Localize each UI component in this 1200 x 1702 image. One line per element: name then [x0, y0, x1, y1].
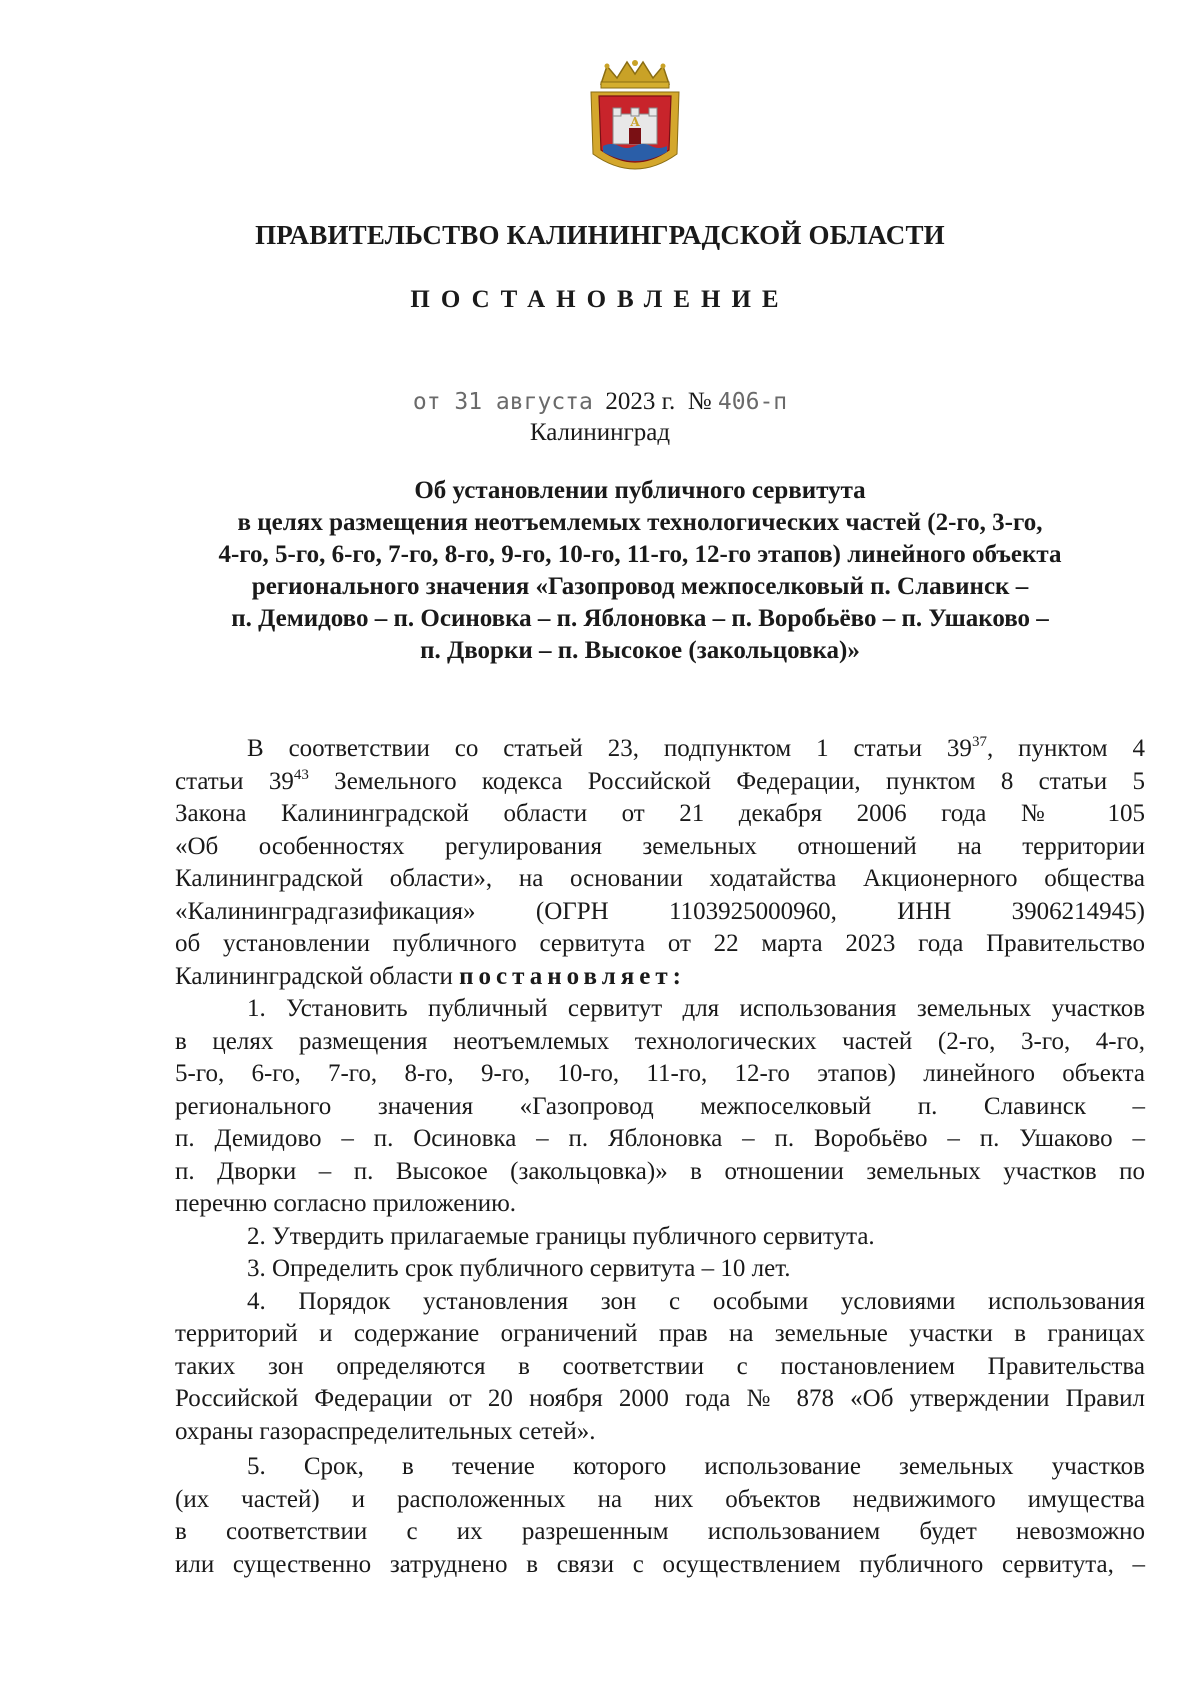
- preamble-line: об установлении публичного сервитута от 22 марта 2023 года Правительство: [175, 930, 1145, 957]
- date-number-line: [0, 388, 1200, 416]
- organization-name: ПРАВИТЕЛЬСТВО КАЛИНИНГРАДСКОЙ ОБЛАСТИ: [255, 220, 945, 250]
- preamble-line: [175, 961, 1145, 994]
- document-type: ПОСТАНОВЛЕНИЕ: [410, 286, 790, 313]
- item-line: 1. Установить публичный сервитут для использования земельных участков: [247, 995, 1145, 1022]
- item-line: территорий и содержание ограничений прав на земельные участки в границах: [175, 1320, 1145, 1347]
- item-line: 3. Определить срок публичного сервитута – 10 лет.: [247, 1255, 791, 1282]
- text-run: Калининградской области: [175, 962, 460, 990]
- item-line: 5-го, 6-го, 7-го, 8-го, 9-го, 10-го, 11-го, 12-го этапов) линейного объекта: [175, 1060, 1145, 1087]
- item-line: или существенно затруднено в связи с осуществлением публичного сервитута, –: [175, 1550, 1145, 1578]
- document-title: [150, 475, 1130, 667]
- item-line: охраны газораспределительных сетей».: [175, 1417, 596, 1445]
- item-line: (их частей) и расположенных на них объектов недвижимого имущества: [175, 1485, 1145, 1513]
- item-line: 4. Порядок установления зон с особыми условиями использования: [247, 1287, 1145, 1315]
- item-line: регионального значения «Газопровод межпоселковый п. Славинск –: [175, 1092, 1145, 1120]
- title-line: в целях размещения неотъемлемых технологических частей (2-го, 3-го,: [237, 509, 1043, 536]
- text-run: В соответствии со статьей 23, подпунктом 1 статьи 39: [247, 735, 972, 762]
- title-line: п. Дворки – п. Высокое (закольцовка)»: [420, 637, 860, 664]
- title-line: п. Демидово – п. Осиновка – п. Яблоновка – п. Воробьёво – п. Ушаково –: [231, 605, 1049, 632]
- item-line: в соответствии с их разрешенным использованием будет невозможно: [175, 1518, 1145, 1545]
- preamble-line: Закона Калининградской области от 21 декабря 2006 года № 105: [175, 800, 1145, 827]
- title-line: Об установлении публичного сервитута: [414, 477, 866, 504]
- document-number: 406-п: [717, 389, 788, 415]
- date-year: 2023 г.: [605, 388, 676, 415]
- svg-text:A: A: [630, 115, 640, 129]
- item-line: в целях размещения неотъемлемых технологических частей (2-го, 3-го, 4-го,: [175, 1027, 1145, 1055]
- title-line: регионального значения «Газопровод межпоселковый п. Славинск –: [251, 573, 1029, 600]
- item-line: Российской Федерации от 20 ноября 2000 года № 878 «Об утверждении Правил: [175, 1385, 1145, 1412]
- text-run: Земельного кодекса Российской Федерации, пунктом 8 статьи 5: [308, 767, 1145, 795]
- item-line: таких зон определяются в соответствии с постановлением Правительства: [175, 1352, 1145, 1380]
- item-line: п. Дворки – п. Высокое (закольцовка)» в отношении земельных участков по: [175, 1157, 1145, 1185]
- item-line: 2. Утвердить прилагаемые границы публичного сервитута.: [247, 1222, 875, 1250]
- superscript: 43: [293, 766, 309, 783]
- decree-verb: постановляет:: [459, 962, 686, 990]
- text-run: , пунктом 4: [986, 735, 1146, 762]
- preamble-line: [175, 766, 1145, 799]
- preamble-line: «Калининградгазификация» (ОГРН 1103925000960, ИНН 3906214945): [175, 897, 1145, 925]
- preamble-line: «Об особенностях регулирования земельных отношений на территории: [175, 832, 1145, 860]
- title-line: 4-го, 5-го, 6-го, 7-го, 8-го, 9-го, 10-го, 11-го, 12-го этапов) линейного объекта: [218, 541, 1062, 568]
- city: Калининград: [529, 419, 671, 446]
- number-sign: №: [687, 388, 712, 415]
- item-line: п. Демидово – п. Осиновка – п. Яблоновка – п. Воробьёво – п. Ушаково –: [175, 1125, 1145, 1152]
- document-body: [175, 733, 1145, 1581]
- coat-of-arms-icon: [587, 58, 683, 182]
- item-line: перечню согласно приложению.: [175, 1190, 517, 1217]
- superscript: 37: [971, 734, 987, 750]
- item-line: 5. Срок, в течение которого использование земельных участков: [247, 1453, 1145, 1480]
- text-run: статьи 39: [175, 767, 294, 795]
- preamble-line: Калининградской области», на основании ходатайства Акционерного общества: [175, 865, 1145, 892]
- preamble-line: [175, 733, 1145, 766]
- date-stamp: от 31 августа: [412, 389, 593, 415]
